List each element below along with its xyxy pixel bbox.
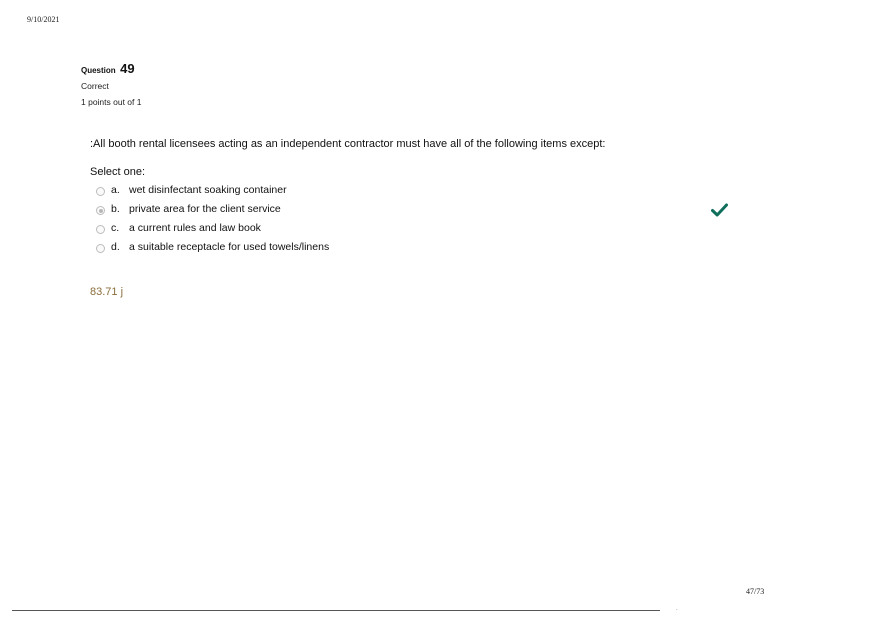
question-info [81, 60, 142, 107]
option-b[interactable] [96, 199, 329, 218]
footer-divider [12, 610, 660, 611]
select-one-prompt: Select one: [90, 166, 146, 178]
option-text: a current rules and law book [129, 221, 261, 234]
option-a[interactable] [96, 180, 329, 199]
print-date: 9/10/2021 [27, 15, 60, 24]
option-text: a suitable receptacle for used towels/linens [129, 240, 330, 253]
question-label: Question [81, 66, 116, 75]
question-state: Correct [81, 81, 109, 91]
answer-options [96, 180, 329, 256]
option-letter: d. [111, 240, 120, 253]
question-text: :All booth rental licensees acting as an independent contractor must have all of the following items except: [90, 138, 606, 150]
option-letter: b. [111, 202, 120, 215]
option-letter: c. [111, 221, 120, 234]
page-number: 47/73 [746, 587, 765, 596]
option-text: private area for the client service [129, 202, 281, 215]
radio-option-a[interactable] [96, 187, 105, 196]
question-number: 49 [120, 61, 135, 76]
radio-option-d[interactable] [96, 244, 105, 253]
check-icon [711, 203, 728, 217]
option-d[interactable] [96, 237, 329, 256]
radio-option-b[interactable] [96, 206, 105, 215]
option-c[interactable] [96, 218, 329, 237]
footer-dot: . [676, 606, 678, 612]
feedback-text: 83.71 j [90, 286, 124, 298]
option-text: wet disinfectant soaking container [129, 183, 287, 196]
question-grade: 1 points out of 1 [81, 97, 142, 107]
radio-option-c[interactable] [96, 225, 105, 234]
option-letter: a. [111, 183, 120, 196]
